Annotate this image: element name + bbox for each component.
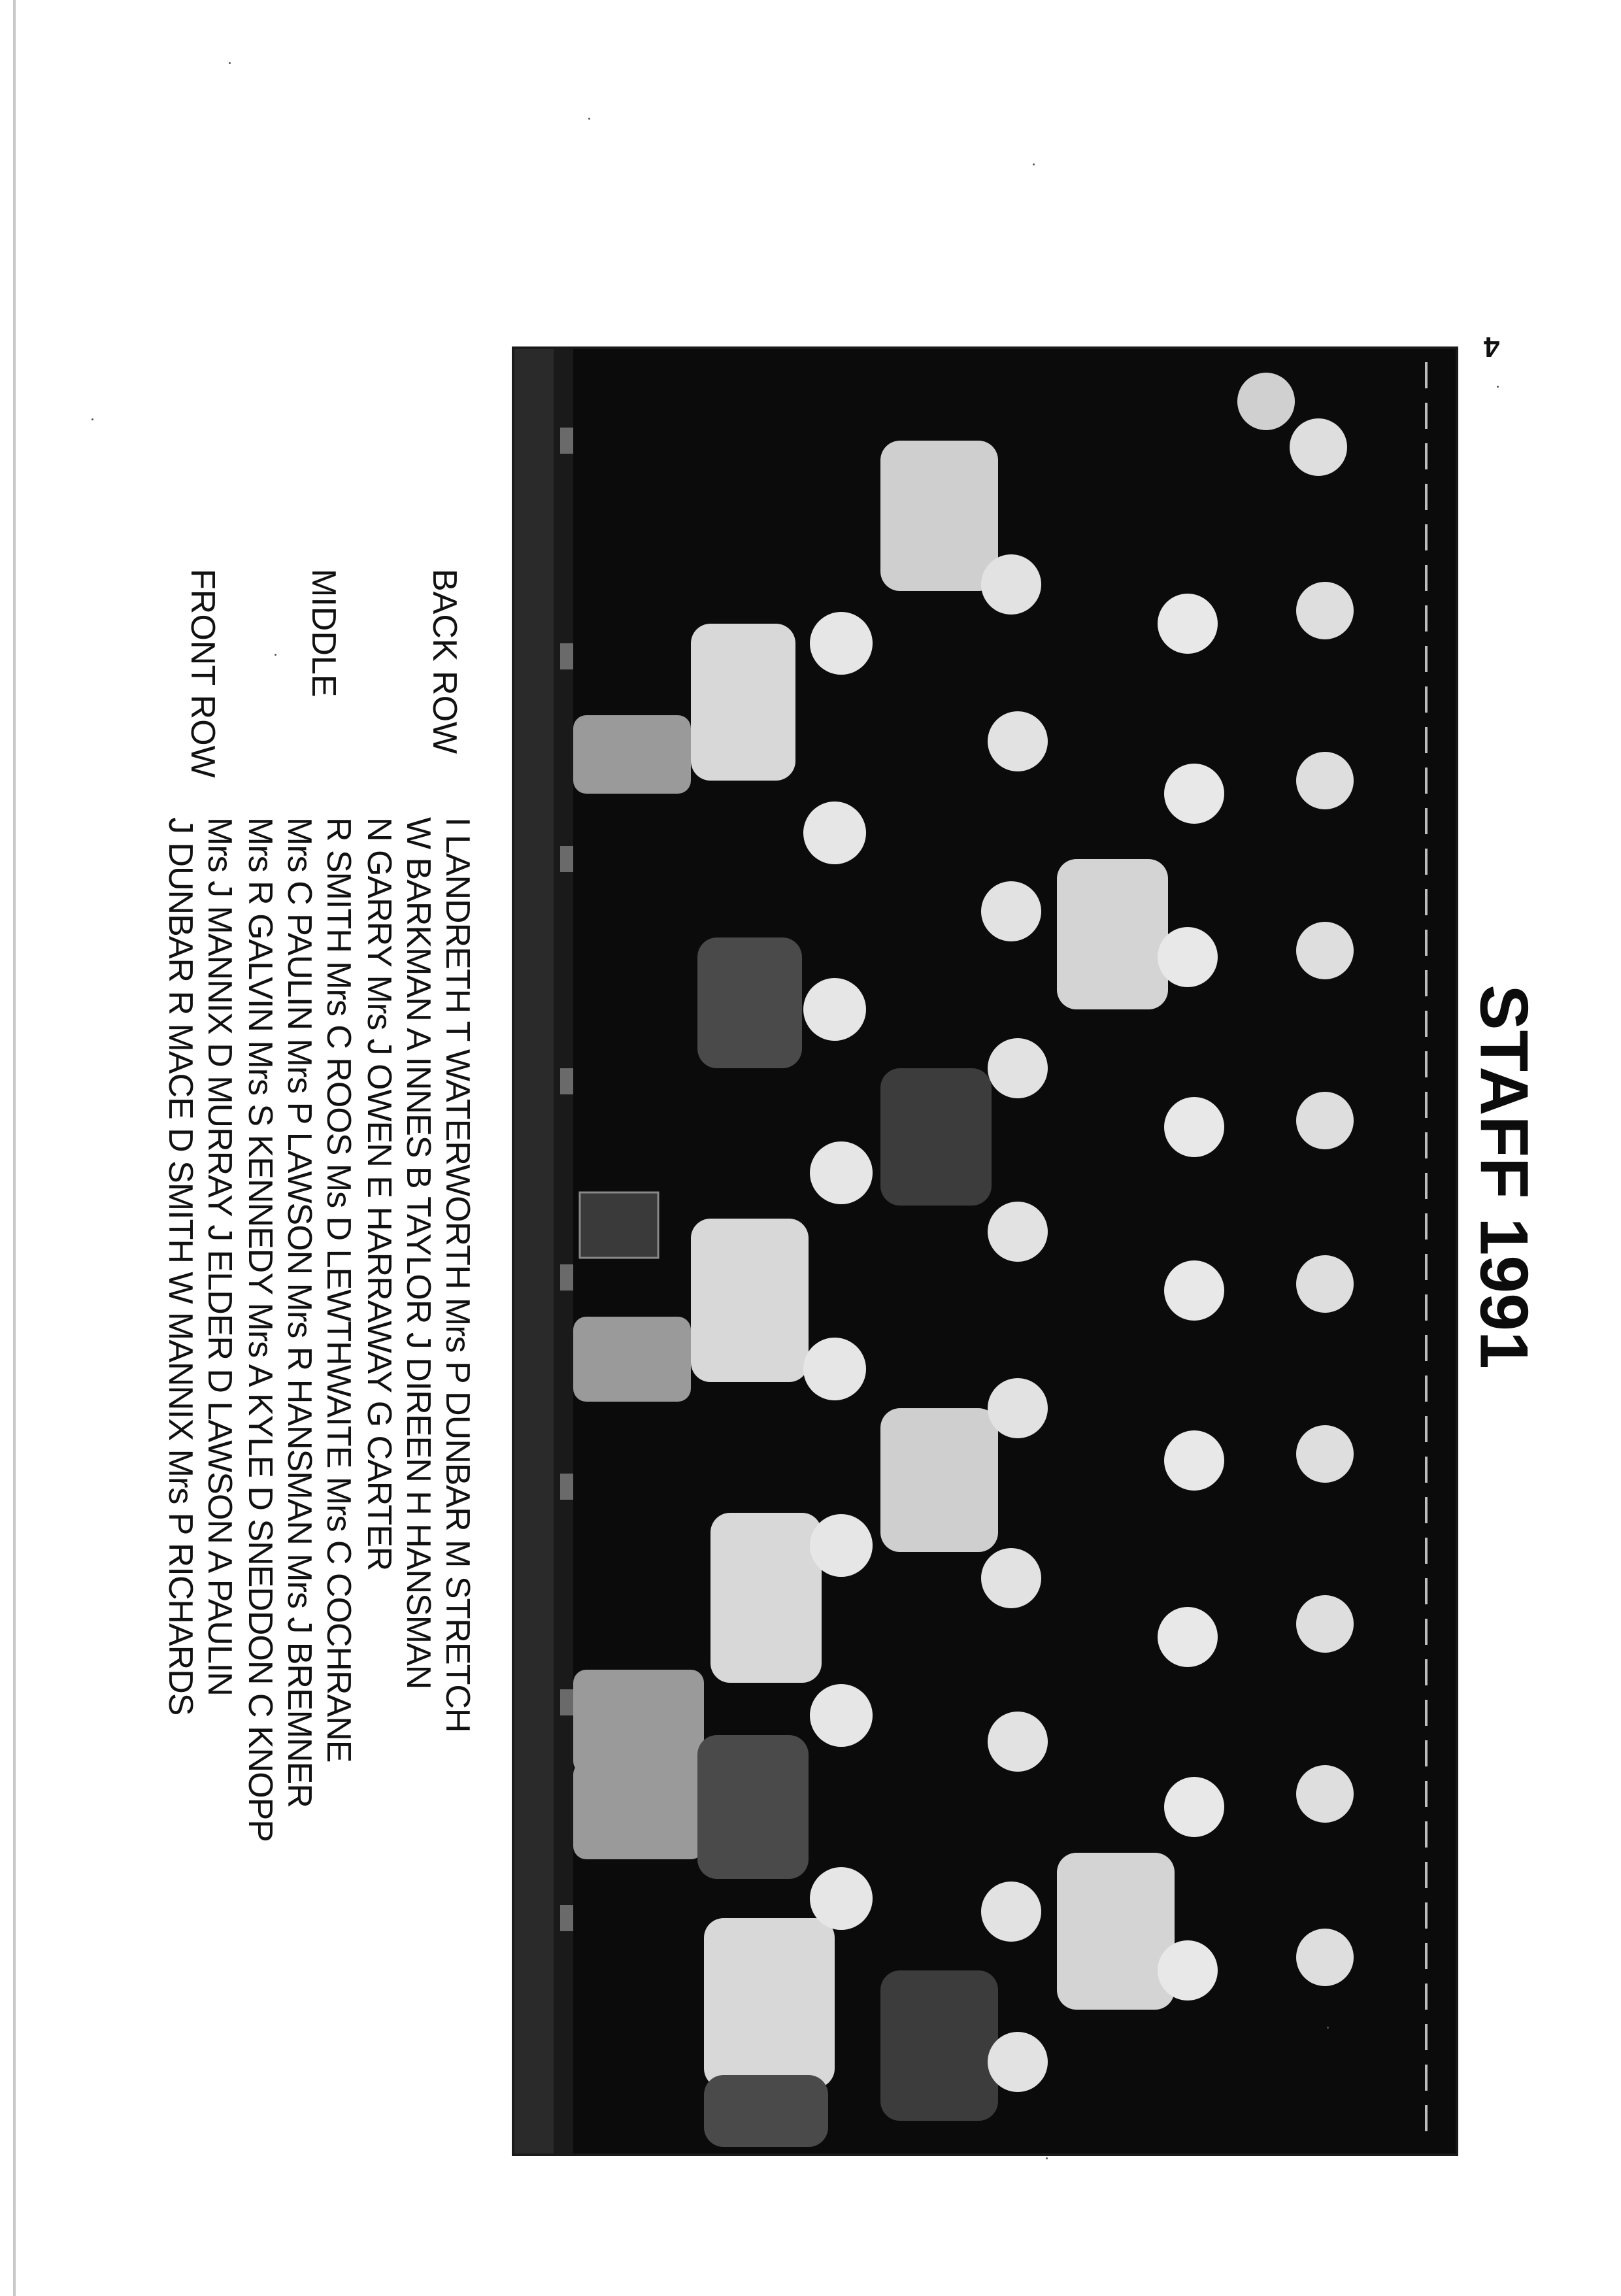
scan-edge (13, 0, 16, 2296)
row-label-middle (304, 569, 350, 830)
caption-names (137, 817, 477, 1929)
caption-line (319, 817, 365, 2190)
scan-speck (1327, 2027, 1329, 2029)
row-label-front (183, 569, 229, 830)
scan-speck (92, 418, 93, 420)
caption-line-text: N GARRY Mrs J OWEN E HARRAWAY G CARTER (360, 817, 398, 1571)
photo-illustration (514, 349, 1456, 2153)
row-label-back (425, 569, 471, 830)
caption-line-text: W BARKMAN A INNES B TAYLOR J DIREEN H HANSMAN (399, 817, 437, 1689)
caption-line (359, 817, 405, 2190)
caption-line (161, 817, 207, 2190)
caption-line-text: Mrs R GALVIN Mrs S KENNEDY Mrs A KYLE D SNEDDON C KNOPP (241, 817, 279, 1842)
caption-line (280, 817, 326, 2190)
staff-group-photo (512, 346, 1458, 2156)
row-label-text: FRONT ROW (184, 569, 222, 778)
caption-line-text: I LANDRETH T WATERWORTH Mrs P DUNBAR M STRETCH (439, 817, 476, 1732)
scan-speck (1497, 386, 1499, 388)
page-number: 4 (1484, 331, 1500, 363)
caption-line-text: J DUNBAR R MACE D SMITH W MANNIX Mrs P RICHARDS (161, 817, 199, 1715)
scan-speck (1046, 2157, 1048, 2159)
caption-line-text: Mrs C PAULIN Mrs P LAWSON Mrs R HANSMAN Mrs J BREMNER (280, 817, 318, 1808)
caption-line (241, 817, 286, 2190)
row-label-text: MIDDLE (305, 569, 343, 698)
caption-line (200, 817, 246, 2190)
scan-speck (1033, 163, 1035, 165)
caption-line-text: R SMITH Mrs C ROOS Ms D LEWTHWAITE Mrs C COCHRANE (320, 817, 358, 1763)
caption-line (399, 817, 444, 2190)
caption-line-text: Mrs J MANNIX D MURRAY J ELDER D LAWSON A PAULIN (201, 817, 239, 1696)
page-title: STAFF 1991 (1465, 985, 1542, 1369)
scan-speck (275, 654, 276, 656)
scan-speck (588, 118, 590, 120)
caption-line (438, 817, 484, 2190)
scan-speck (229, 62, 231, 64)
row-label-text: BACK ROW (426, 569, 463, 754)
